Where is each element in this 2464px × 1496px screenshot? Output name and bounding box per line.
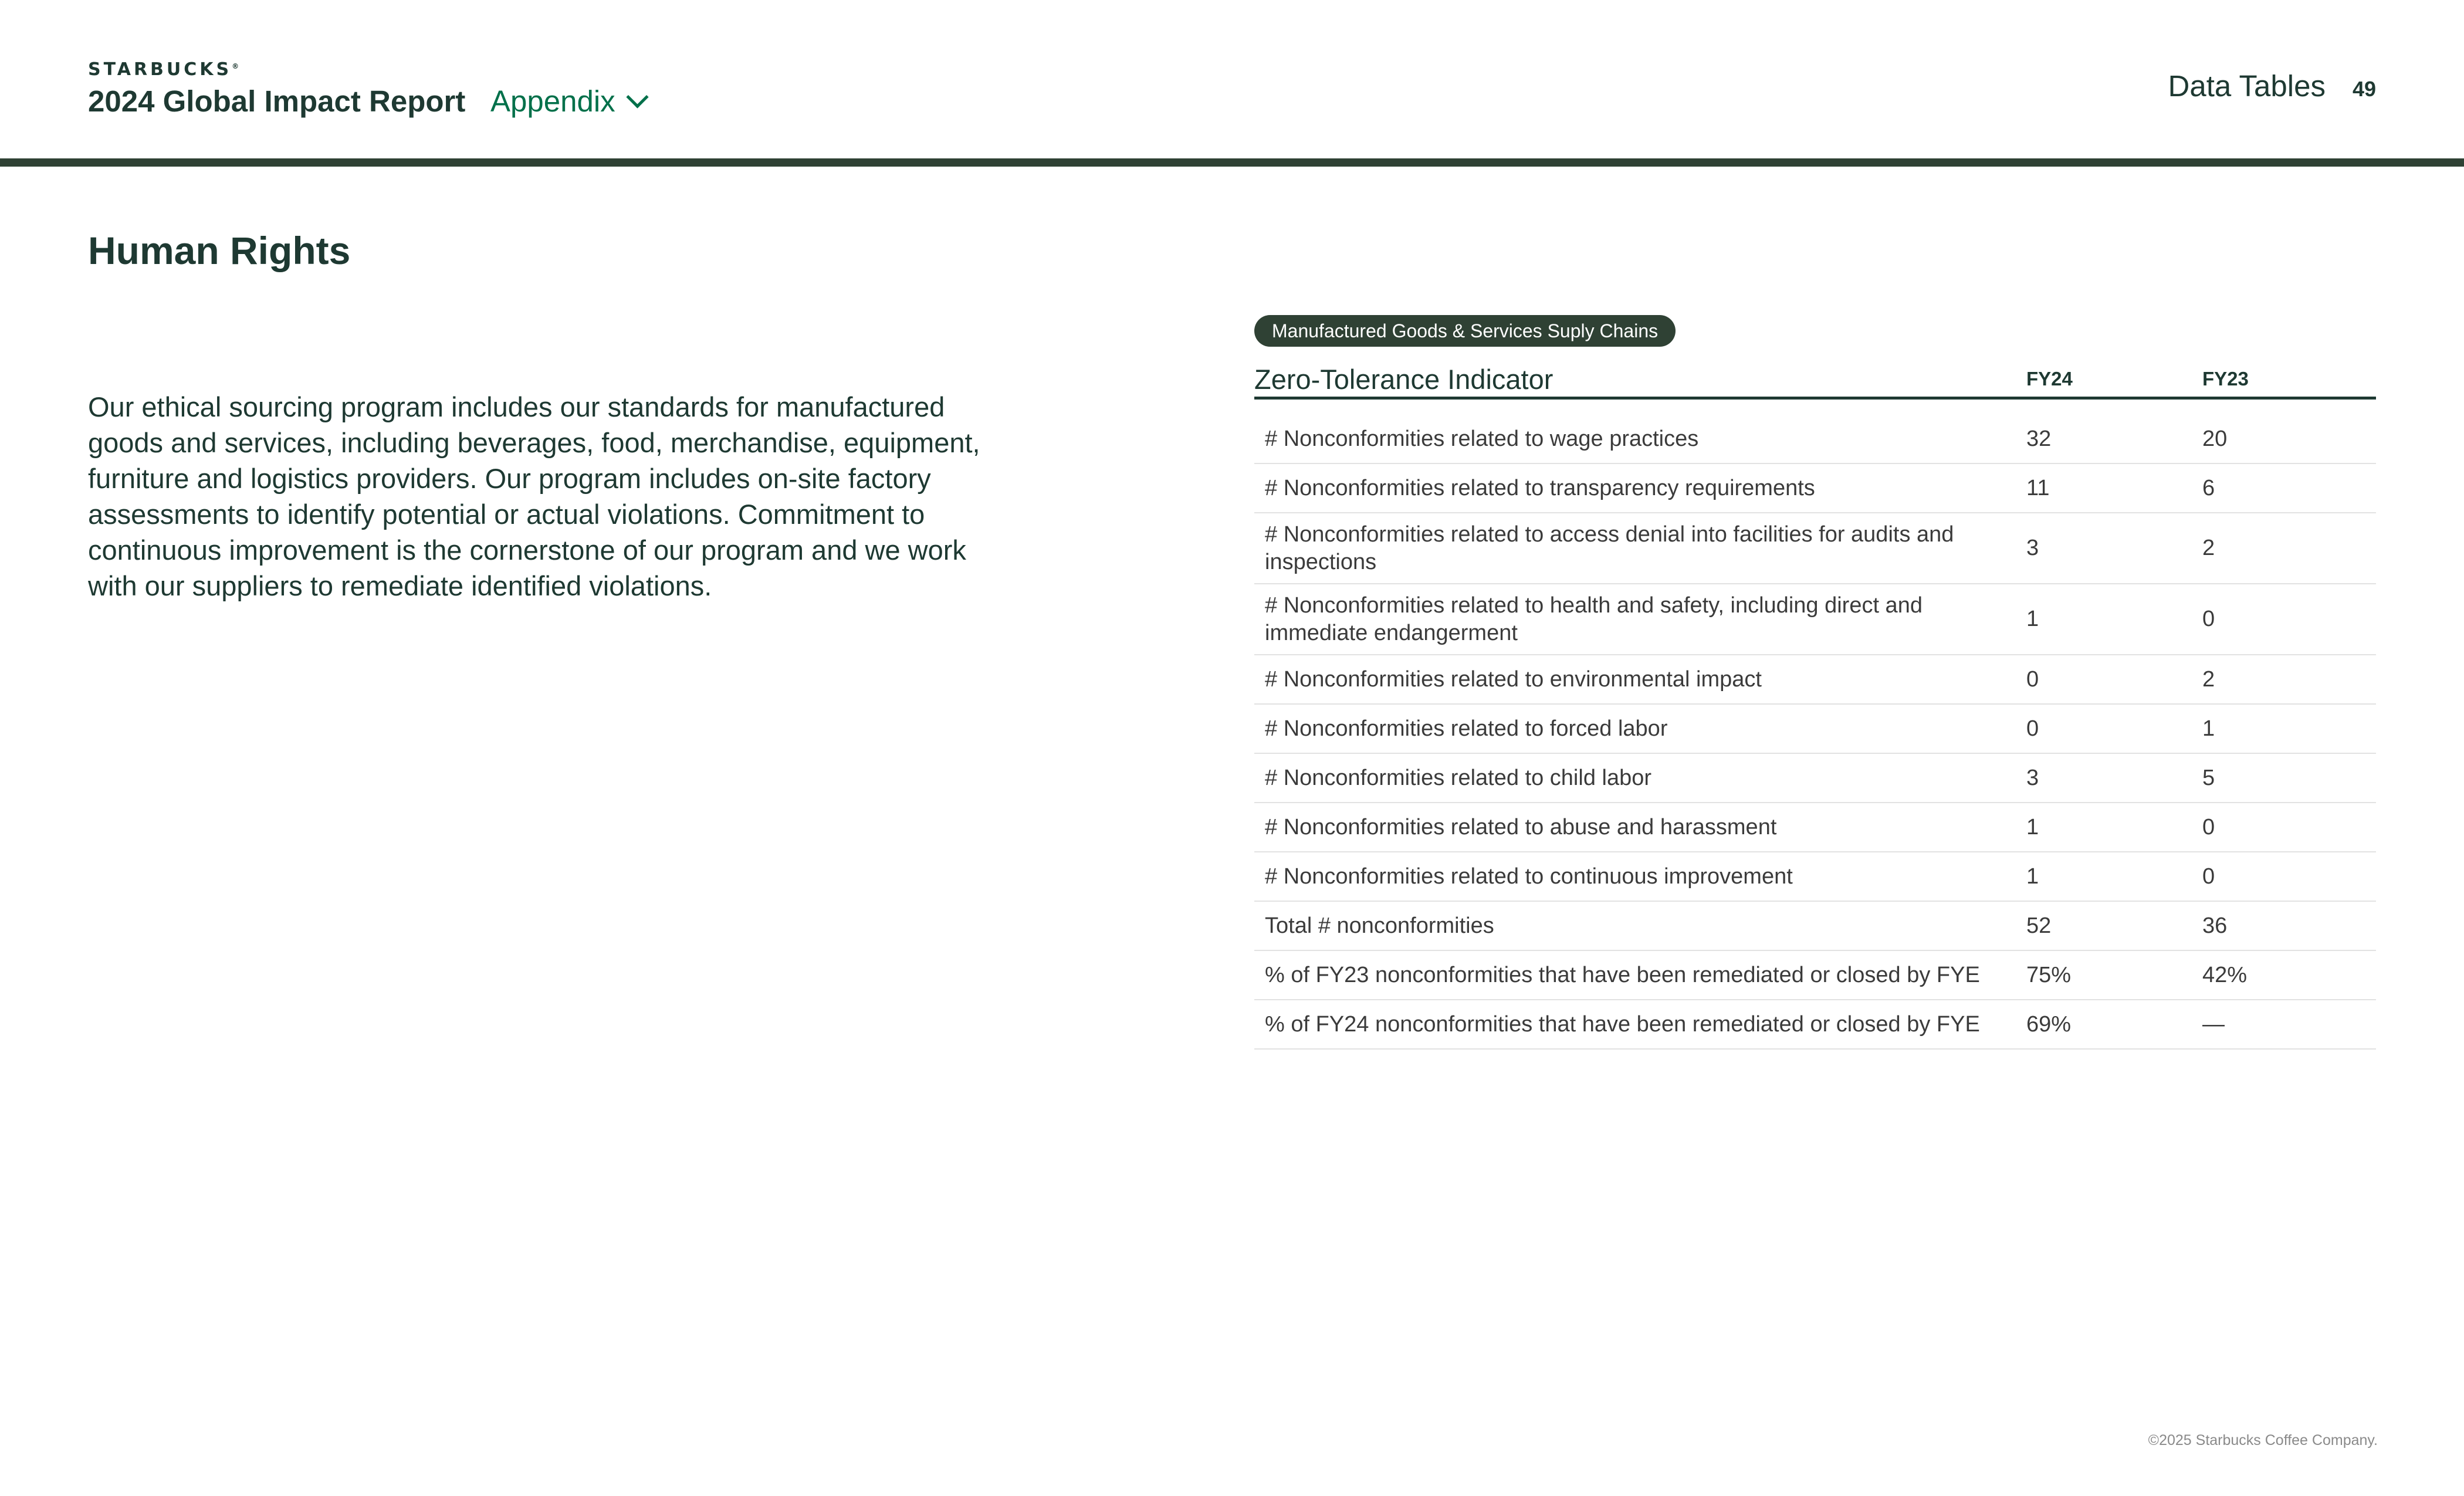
header-divider bbox=[0, 158, 2464, 167]
fy23-cell: 5 bbox=[2202, 765, 2215, 790]
registered-mark: ® bbox=[232, 62, 239, 70]
indicator-cell: # Nonconformities related to forced labor bbox=[1265, 716, 1668, 741]
fy23-cell: — bbox=[2202, 1011, 2225, 1037]
fy24-cell: 69% bbox=[2026, 1011, 2072, 1037]
table-header bbox=[1254, 361, 2376, 400]
fy23-cell: 6 bbox=[2202, 475, 2215, 500]
fy23-cell: 0 bbox=[2202, 814, 2215, 840]
brand-wordmark bbox=[88, 59, 239, 80]
fy24-cell: 1 bbox=[2026, 607, 2039, 631]
indicator-cell: Total # nonconformities bbox=[1265, 913, 1494, 938]
fy24-cell: 1 bbox=[2026, 864, 2039, 889]
fy24-cell: 3 bbox=[2026, 765, 2039, 790]
table-row bbox=[1254, 951, 2376, 1000]
table-row bbox=[1254, 754, 2376, 803]
appendix-dropdown[interactable] bbox=[490, 84, 645, 119]
fy23-cell: 42% bbox=[2202, 962, 2248, 987]
intro-paragraph: Our ethical sourcing program includes our standards for manufactured goods and services, including beverages, food, merchandise, equipment, furniture and logistics providers. Our program includes on-site factory assessments to identify potential or actual violations. Commitment to continuous improvement is the cornerstone of our program and we work with our suppliers to remediate identified violations. bbox=[88, 391, 980, 601]
indicator-cell: # Nonconformities related to child labor bbox=[1265, 765, 1652, 790]
table-row bbox=[1254, 1000, 2376, 1050]
fy24-cell: 0 bbox=[2026, 716, 2039, 741]
table-row bbox=[1254, 415, 2376, 464]
table-row bbox=[1254, 655, 2376, 705]
indicator-cell: # Nonconformities related to wage practices bbox=[1265, 426, 1699, 451]
nonconformities-table bbox=[1254, 315, 2376, 1050]
fy23-cell: 0 bbox=[2202, 864, 2215, 889]
fy23-cell: 0 bbox=[2202, 607, 2215, 631]
fy24-cell: 0 bbox=[2026, 666, 2039, 692]
indicator-cell: # Nonconformities related to environmental impact bbox=[1265, 666, 1762, 692]
fy24-cell: 11 bbox=[2026, 475, 2050, 500]
fy24-cell: 52 bbox=[2026, 913, 2052, 938]
fy24-cell: 32 bbox=[2026, 426, 2052, 451]
table-row bbox=[1254, 852, 2376, 902]
report-title[interactable]: 2024 Global Impact Report bbox=[88, 84, 466, 118]
fy23-cell: 1 bbox=[2202, 716, 2215, 741]
copyright: ©2025 Starbucks Coffee Company. bbox=[2148, 1432, 2378, 1448]
table-row bbox=[1254, 513, 2376, 584]
table-row bbox=[1254, 705, 2376, 754]
page-locator bbox=[2168, 69, 2376, 103]
indicator-cell: # Nonconformities related to transparency requirements bbox=[1265, 475, 1815, 500]
column-header-fy23: FY23 bbox=[2202, 368, 2249, 390]
indicator-cell: % of FY24 nonconformities that have been remediated or closed by FYE bbox=[1265, 1011, 1980, 1037]
page-heading: Human Rights bbox=[88, 229, 351, 272]
table-body bbox=[1254, 415, 2376, 1050]
fy24-cell: 3 bbox=[2026, 536, 2039, 560]
chevron-down-icon bbox=[626, 86, 648, 108]
fy24-cell: 75% bbox=[2026, 962, 2072, 987]
table-row bbox=[1254, 902, 2376, 951]
indicator-cell: # Nonconformities related to access denial into facilities for audits and inspections bbox=[1265, 522, 1954, 574]
column-header-indicator: Zero-Tolerance Indicator bbox=[1254, 363, 1553, 395]
category-badge: Manufactured Goods & Services Suply Chains bbox=[1254, 315, 1676, 347]
table-row bbox=[1254, 584, 2376, 655]
page-number: 49 bbox=[2352, 77, 2376, 101]
fy23-cell: 36 bbox=[2202, 913, 2228, 938]
table-row bbox=[1254, 803, 2376, 852]
indicator-cell: # Nonconformities related to health and safety, including direct and immediate endangerment bbox=[1265, 593, 1923, 645]
fy24-cell: 1 bbox=[2026, 814, 2039, 840]
column-header-fy24: FY24 bbox=[2026, 368, 2073, 390]
fy23-cell: 20 bbox=[2202, 426, 2228, 451]
fy23-cell: 2 bbox=[2202, 536, 2215, 560]
table-row bbox=[1254, 464, 2376, 513]
indicator-cell: # Nonconformities related to abuse and harassment bbox=[1265, 814, 1777, 840]
brand-name: STARBUCKS bbox=[88, 59, 232, 80]
fy23-cell: 2 bbox=[2202, 666, 2215, 692]
indicator-cell: % of FY23 nonconformities that have been remediated or closed by FYE bbox=[1265, 962, 1980, 987]
indicator-cell: # Nonconformities related to continuous improvement bbox=[1265, 864, 1793, 889]
appendix-dropdown-label: Appendix bbox=[490, 84, 615, 118]
section-title: Data Tables bbox=[2168, 69, 2326, 103]
